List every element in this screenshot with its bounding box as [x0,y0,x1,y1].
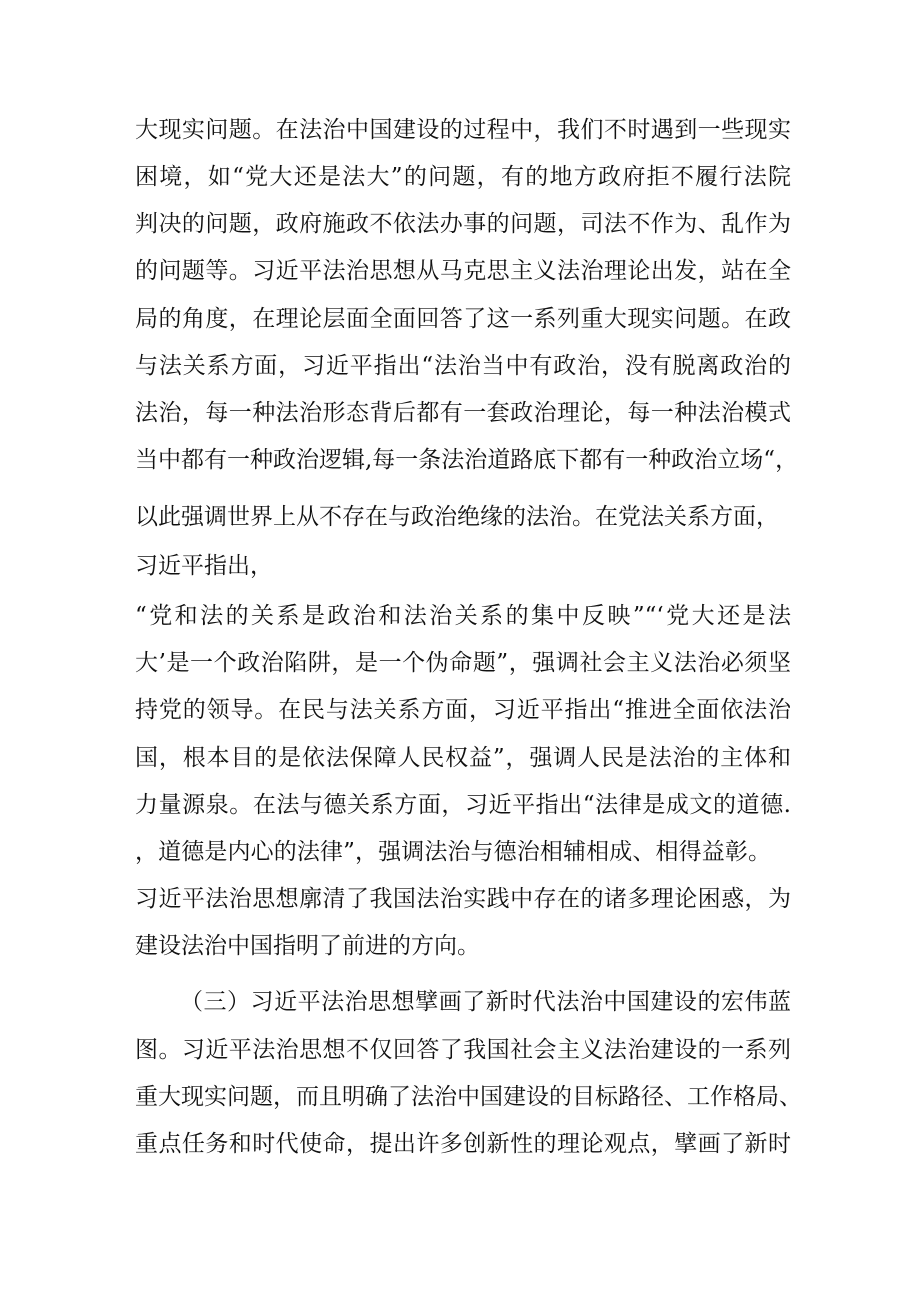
paragraph-line: 重大现实问题，而且明确了法治中国建设的目标路径、工作格局、 [135,1084,802,1110]
paragraph-line: 持党的领导。在民与法关系方面，习近平指出“推进全面依法治 [135,697,791,723]
section-heading-line: （三）习近平法治思想擘画了新时代法治中国建设的宏伟蓝 [180,989,791,1015]
paragraph-line: 的问题等。习近平法治思想从马克思主义法治理论出发，站在全 [135,258,791,284]
paragraph-line: “党和法的关系是政治和法治关系的集中反映”“‘党大还是法 [135,603,791,629]
paragraph-line: 重点任务和时代使命，提出许多创新性的理论观点，擘画了新时 [135,1131,791,1157]
paragraph-line: 力量源泉。在法与德关系方面，习近平指出“法律是成文的道德. [135,792,791,818]
paragraph-line: 判决的问题，政府施政不依法办事的问题，司法不作为、乱作为 [135,211,791,237]
paragraph-line: 当中都有一种政治逻辑,每一条法治道路底下都有一种政治立场“， [135,447,799,473]
paragraph-line: 与法关系方面，习近平指出“法治当中有政治，没有脱离政治的 [135,353,791,379]
paragraph-line: ，道德是内心的法律”，强调法治与德治相辅相成、相得益彰。 [135,839,771,865]
paragraph-line: 局的角度，在理论层面全面回答了这一系列重大现实问题。在政 [135,306,791,332]
paragraph-line: 大现实问题。在法治中国建设的过程中，我们不时遇到一些现实 [135,117,791,143]
paragraph-line: 国，根本目的是依法保障人民权益”，强调人民是法治的主体和 [135,745,791,771]
paragraph-line: 法治，每一种法治形态背后都有一套政治理论，每一种法治模式 [135,400,791,426]
paragraph-line: 以此强调世界上从不存在与政治绝缘的法治。在党法关系方面， [135,504,779,530]
paragraph-line: 习近平法治思想廓清了我国法治实践中存在的诸多理论困惑，为 [135,886,791,912]
paragraph-line: 建设法治中国指明了前进的方向。 [135,933,480,959]
paragraph-line: 图。习近平法治思想不仅回答了我国社会主义法治建设的一系列 [135,1037,791,1063]
paragraph-line: 困境，如“党大还是法大”的问题，有的地方政府拒不履行法院 [135,164,791,190]
paragraph-line: 习近平指出， [135,553,273,579]
paragraph-line: 大’是一个政治陷阱，是一个伪命题”，强调社会主义法治必须坚 [135,650,791,676]
